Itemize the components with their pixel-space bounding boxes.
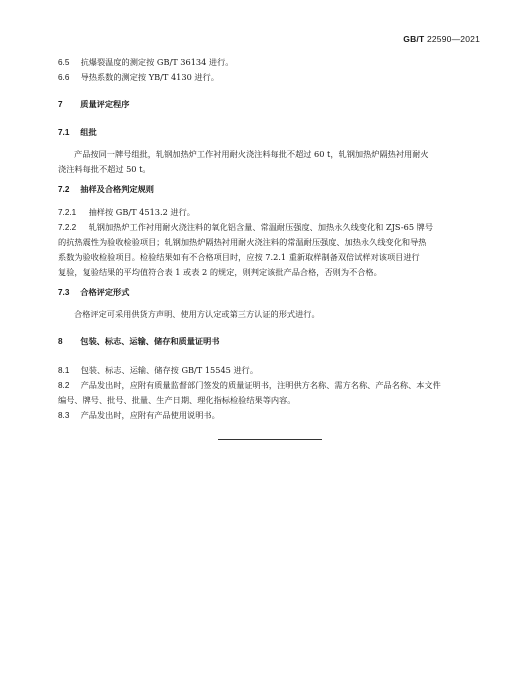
- clause-number: 6.5: [58, 58, 70, 67]
- clause-7-2-2-line-3: 系数为验收检验项目。检验结果如有不合格项目时，应按 7.2.1 重新取样制备双倍试样对该项目进行: [58, 252, 420, 262]
- section-title: 质量评定程序: [80, 100, 130, 109]
- clause-6-6: [58, 71, 219, 84]
- clause-8-2-line-1: [58, 379, 441, 392]
- clause-8-3: [58, 409, 220, 422]
- standard-header: [403, 34, 480, 44]
- section-7-heading: [58, 99, 129, 111]
- clause-8-1: [58, 364, 258, 377]
- section-7-1-heading: [58, 127, 97, 139]
- clause-6-5: [58, 56, 234, 69]
- para-7-1-line-1: 产品按同一牌号组批，轧钢加热炉工作衬用耐火浇注料每批不超过 60 t，轧钢加热炉隔热衬用耐火: [74, 149, 429, 159]
- clause-text: 导热系数的测定按 YB/T 4130 进行。: [80, 72, 219, 82]
- clause-text: 抽样按 GB/T 4513.2 进行。: [88, 207, 195, 217]
- section-title: 合格评定形式: [80, 288, 130, 297]
- section-7-2-heading: [58, 184, 154, 196]
- standard-prefix: GB/T: [403, 34, 425, 44]
- clause-7-2-2-line-4: 复验，复验结果的平均值符合表 1 或表 2 的规定，则判定该批产品合格，否则为不合格。: [58, 267, 382, 277]
- section-title: 包装、标志、运输、储存和质量证明书: [80, 337, 220, 346]
- clause-text: 轧钢加热炉工作衬用耐火浇注料的氧化铝含量、常温耐压强度、加热永久线变化和 ZJS-65 牌号: [88, 222, 434, 232]
- section-title: 组批: [80, 128, 97, 137]
- clause-7-2-1: [58, 206, 195, 219]
- section-number: 7: [58, 100, 63, 109]
- section-title: 抽样及合格判定规则: [80, 185, 154, 194]
- clause-text: 产品发出时，应附有产品使用说明书。: [80, 410, 220, 420]
- clause-7-2-2-line-2: 的抗热震性为验收检验项目；轧钢加热炉隔热衬用耐火浇注料的常温耐压强度、加热永久线变化和导热: [58, 237, 427, 247]
- para-7-1-line-2: 浇注料每批不超过 50 t。: [58, 164, 151, 174]
- end-rule: [218, 439, 322, 440]
- clause-text: 包装、标志、运输、储存按 GB/T 15545 进行。: [80, 365, 259, 375]
- section-8-heading: [58, 336, 219, 348]
- clause-text: 抗爆裂温度的测定按 GB/T 36134 进行。: [80, 57, 234, 67]
- clause-8-2-line-2: 编号、牌号、批号、批量、生产日期、理化指标检验结果等内容。: [58, 395, 296, 405]
- clause-number: 8.1: [58, 366, 70, 375]
- para-7-3: 合格评定可采用供货方声明、使用方认定或第三方认证的形式进行。: [74, 309, 320, 319]
- section-number: 7.2: [58, 185, 70, 194]
- section-number: 7.3: [58, 288, 70, 297]
- clause-number: 7.2.1: [58, 208, 77, 217]
- clause-number: 7.2.2: [58, 223, 77, 232]
- clause-7-2-2-line-1: [58, 221, 433, 234]
- section-7-3-heading: [58, 287, 129, 299]
- clause-text: 产品发出时，应附有质量监督部门签发的质量证明书，注明供方名称、需方名称、产品名称、本文件: [80, 380, 441, 390]
- section-number: 8: [58, 337, 63, 346]
- standard-number: 22590—2021: [426, 34, 480, 44]
- clause-number: 8.3: [58, 411, 70, 420]
- clause-number: 8.2: [58, 381, 70, 390]
- section-number: 7.1: [58, 128, 70, 137]
- clause-number: 6.6: [58, 73, 70, 82]
